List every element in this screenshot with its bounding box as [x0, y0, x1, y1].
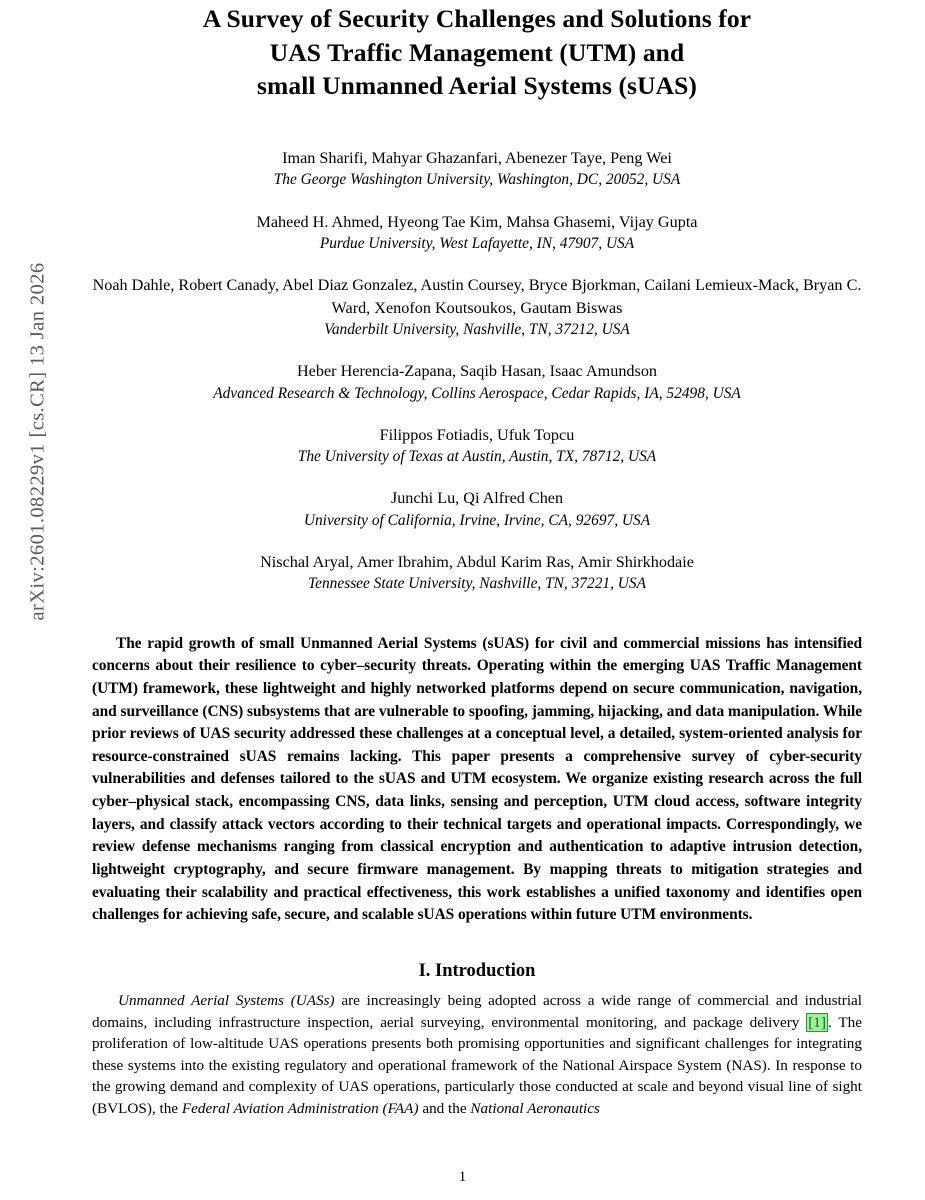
author-names: Heber Herencia-Zapana, Saqib Hasan, Isaac Amundson: [296, 362, 658, 381]
author-affiliation: The George Washington University, Washington, DC, 20052, USA: [273, 171, 681, 189]
arxiv-stamp: arXiv:2601.08229v1 [cs.CR] 13 Jan 2026: [26, 262, 49, 621]
author-names: Maheed H. Ahmed, Hyeong Tae Kim, Mahsa Ghasemi, Vijay Gupta: [256, 212, 698, 231]
author-names: Junchi Lu, Qi Alfred Chen: [390, 489, 564, 508]
author-group: [92, 211, 862, 255]
introduction-paragraph: [92, 990, 862, 1119]
author-group: [92, 274, 862, 340]
title-line-3: small Unmanned Aerial Systems (sUAS): [257, 71, 697, 101]
abstract-text: The rapid growth of small Unmanned Aerial Systems (sUAS) for civil and commercial missions has intensified concerns about their resilience to cyber–security threats. Operating within the emerging UAS Traffic Management (UTM) framework, these lightweight and highly networked platforms depend on secure communication, navigation, and surveillance (CNS) subsystems that are vulnerable to spoofing, jamming, hijacking, and data manipulation. While prior reviews of UAS security addressed these challenges at a conceptual level, a detailed, system-oriented analysis for resource-constrained sUAS remains lacking. This paper presents a comprehensive survey of cyber-security vulnerabilities and defenses tailored to the sUAS and UTM ecosystem. We organize existing research across the full cyber–physical stack, encompassing CNS, data links, sensing and perception, UTM cloud access, software integrity layers, and classify attack vectors according to their technical targets and operational impacts. Correspondingly, we review defense mechanisms ranging from classical encryption and authentication to adaptive intrusion detection, lightweight cryptography, and secure firmware management. By mapping threats to mitigation strategies and evaluating their scalability and practical effectiveness, this work establishes a unified taxonomy and identifies open challenges for achieving safe, secure, and scalable sUAS operations within future UTM environments.: [92, 634, 862, 924]
paper-content: [92, 0, 862, 1119]
intro-text-2: . The proliferation of low-altitude UAS operations presents both promising opportunities and significant challenges for integrating these systems into the existing regulatory and operational framework of the National Airspace System (NAS). In response to the growing demand and complexity of UAS operations, particularly those conducted at scale and beyond visual line of sight (BVLOS), the: [92, 1013, 862, 1117]
author-names: Noah Dahle, Robert Canady, Abel Diaz Gonzalez, Austin Coursey, Bryce Bjorkman, Cailani Lemieux-Mack, Bryan C. Ward, Xenofon Koutsoukos, Gautam Biswas: [92, 276, 862, 317]
intro-text-1: are increasingly being adopted across a wide range of commercial and industrial domains, including infrastructure inspection, aerial surveying, environmental monitoring, and package delivery: [92, 991, 862, 1031]
author-group: [92, 487, 862, 531]
author-names: Nischal Aryal, Amer Ibrahim, Abdul Karim Ras, Amir Shirkhodaie: [260, 552, 694, 571]
intro-text-3: and the: [418, 1099, 471, 1117]
authors-block: [92, 147, 862, 595]
title-line-2: UAS Traffic Management (UTM) and: [269, 37, 685, 67]
author-affiliation: University of California, Irvine, Irvine, CA, 92697, USA: [303, 511, 651, 529]
author-names: Iman Sharifi, Mahyar Ghazanfari, Abenezer Taye, Peng Wei: [282, 148, 672, 167]
author-group: [92, 360, 862, 404]
page-title: [92, 0, 862, 103]
author-affiliation: Vanderbilt University, Nashville, TN, 37212, USA: [324, 320, 630, 338]
intro-italic-faa: Federal Aviation Administration (FAA): [181, 1099, 419, 1117]
intro-italic-nasa: National Aeronautics: [470, 1099, 600, 1117]
author-group: [92, 147, 862, 191]
author-group: [92, 424, 862, 468]
author-group: [92, 551, 862, 595]
title-line-1: A Survey of Security Challenges and Solutions for: [202, 4, 752, 33]
author-affiliation: The University of Texas at Austin, Austin, TX, 78712, USA: [297, 448, 657, 466]
author-names: Filippos Fotiadis, Ufuk Topcu: [379, 425, 575, 444]
author-affiliation: Advanced Research & Technology, Collins Aerospace, Cedar Rapids, IA, 52498, USA: [213, 384, 741, 402]
citation-link-1[interactable]: [1]: [808, 1013, 826, 1031]
author-affiliation: Purdue University, West Lafayette, IN, 47907, USA: [319, 234, 635, 252]
intro-lead-italic: Unmanned Aerial Systems (UASs): [118, 991, 335, 1009]
section-heading-introduction: I. Introduction: [418, 960, 536, 981]
author-affiliation: Tennessee State University, Nashville, TN, 37221, USA: [308, 575, 646, 593]
page-number: 1: [458, 1169, 467, 1185]
